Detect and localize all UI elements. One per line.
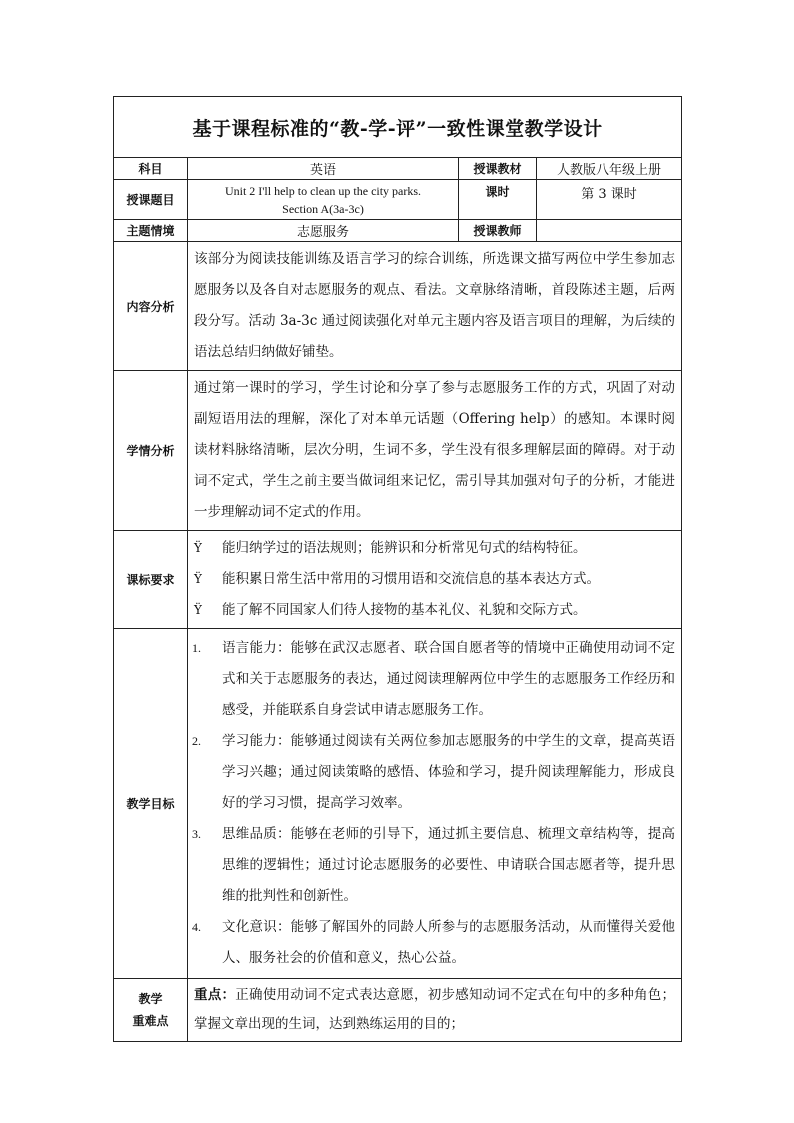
objective-item: 1. 语言能力：能够在武汉志愿者、联合国自愿者等的情境中正确使用动词不定式和关于志愿服务的表达，通过阅读理解两位中学生的志愿服务工作经历和感受，并能联系自身尝试申请志愿服务工作。 xyxy=(192,640,676,718)
subject-row xyxy=(114,158,682,180)
topic-line-2: Section A(3a-3c) xyxy=(282,201,364,216)
teacher-label: 授课教师 xyxy=(459,220,537,242)
objective-item: 2. 学习能力：能够通过阅读有关两位参加志愿服务的中学生的文章，提高英语学习兴趣；通过阅读策略的感悟、体验和学习，提升阅读理解能力，形成良好的学习习惯，提高学习效率。 xyxy=(192,733,676,811)
bullet-marker: Ÿ xyxy=(194,572,202,586)
bullet-marker: Ÿ xyxy=(194,541,202,555)
period-label: 课时 xyxy=(459,180,537,220)
subject-value: 英语 xyxy=(188,158,459,180)
teacher-value xyxy=(537,220,682,242)
topic-line-1: Unit 2 I'll help to clean up the city parks. xyxy=(224,183,422,198)
key-points-heading: 重点： xyxy=(194,987,236,1003)
objectives-row xyxy=(114,629,682,979)
title-row xyxy=(114,97,682,158)
learner-analysis-label: 学情分析 xyxy=(114,371,188,531)
standards-label: 课标要求 xyxy=(114,531,188,629)
content-analysis-row xyxy=(114,242,682,371)
theme-label: 主题情境 xyxy=(114,220,188,242)
topic-row xyxy=(114,180,682,220)
standards-list xyxy=(188,531,682,629)
topic-value xyxy=(188,180,459,220)
document-title: 基于课程标准的“教-学-评”一致性课堂教学设计 xyxy=(114,97,682,158)
key-points-text: 重点：正确使用动词不定式表达意愿，初步感知动词不定式在句中的多种角色；掌握文章出现的生词，达到熟练运用的目的； xyxy=(188,979,682,1042)
learner-analysis-text: 通过第一课时的学习，学生讨论和分享了参与志愿服务工作的方式，巩固了对动副短语用法的理解，深化了对本单元话题（Offering help）的感知。本课时阅读材料脉络清晰，层次分明，生词不多，学生没有很多理解层面的障碍。对于动词不定式，学生之前主要当做词组来记忆，需引导其加强对句子的分析，才能进一步理解动词不定式的作用。 xyxy=(188,371,682,531)
standard-item: Ÿ 能积累日常生活中常用的习惯用语和交流信息的基本表达方式。 xyxy=(192,564,677,595)
textbook-value: 人教版八年级上册 xyxy=(537,158,682,180)
subject-label: 科目 xyxy=(114,158,188,180)
standard-item: Ÿ 能了解不同国家人们待人接物的基本礼仪、礼貌和交际方式。 xyxy=(192,595,677,626)
objective-item: 4. 文化意识：能够了解国外的同龄人所参与的志愿服务活动，从而懂得关爱他人、服务社会的价值和意义，热心公益。 xyxy=(192,919,676,966)
topic-label: 授课题目 xyxy=(114,180,188,220)
objective-item: 3. 思维品质：能够在老师的引导下，通过抓主要信息、梳理文章结构等，提高思维的逻辑性；通过讨论志愿服务的必要性、申请联合国志愿者等，提升思维的批判性和创新性。 xyxy=(192,826,676,904)
theme-value: 志愿服务 xyxy=(188,220,459,242)
key-points-row xyxy=(114,979,682,1042)
objectives-label: 教学目标 xyxy=(114,629,188,979)
learner-analysis-row xyxy=(114,371,682,531)
textbook-label: 授课教材 xyxy=(459,158,537,180)
objectives-cell xyxy=(188,629,682,979)
standards-row xyxy=(114,531,682,629)
period-value: 第 3 课时 xyxy=(537,180,682,220)
bullet-marker: Ÿ xyxy=(194,603,202,617)
standard-item: Ÿ 能归纳学过的语法规则；能辨识和分析常见句式的结构特征。 xyxy=(192,533,677,564)
key-points-label: 教学 重难点 xyxy=(114,979,188,1042)
theme-row xyxy=(114,220,682,242)
lesson-plan-table xyxy=(113,96,682,1042)
objectives-list xyxy=(188,629,681,978)
content-analysis-text: 该部分为阅读技能训练及语言学习的综合训练，所选课文描写两位中学生参加志愿服务以及各自对志愿服务的观点、看法。文章脉络清晰，首段陈述主题，后两段分写。活动 3a-3c 通过阅读强化对单元主题内容及语言项目的理解，为后续的语法总结归纳做好铺垫。 xyxy=(188,242,682,371)
content-analysis-label: 内容分析 xyxy=(114,242,188,371)
